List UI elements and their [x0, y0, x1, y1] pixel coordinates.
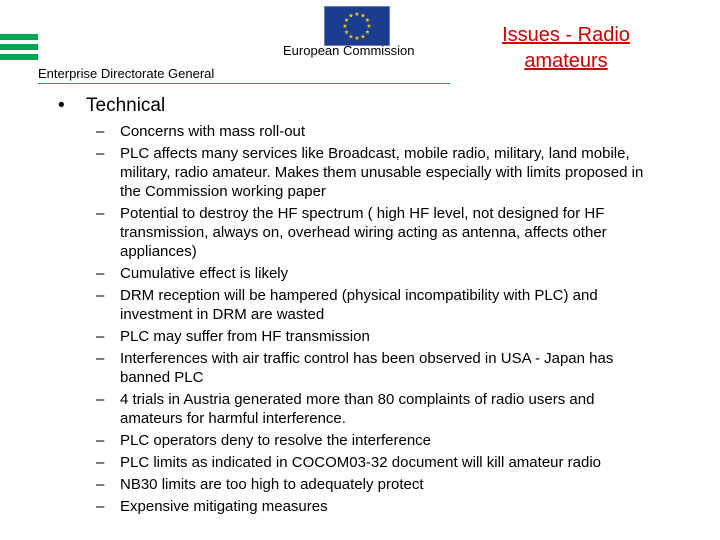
stripe [0, 54, 38, 60]
list-item: – NB30 limits are too high to adequately protect [96, 475, 656, 494]
list-item: – Potential to destroy the HF spectrum ( high HF level, not designed for HF transmission, always on, overhead wiring acting as antenna, affects other appliances) [96, 204, 656, 261]
list-item: – Cumulative effect is likely [96, 264, 656, 283]
star-icon: ★ [364, 30, 371, 36]
issue-list [96, 122, 656, 519]
list-item: – PLC operators deny to resolve the interference [96, 431, 656, 450]
star-icon: ★ [343, 30, 350, 36]
organization-name: European Commission [283, 43, 415, 58]
star-icon: ★ [348, 34, 354, 41]
star-icon: ★ [360, 34, 366, 41]
eu-flag-icon [324, 6, 390, 46]
list-item: – PLC limits as indicated in COCOM03-32 document will kill amateur radio [96, 453, 656, 472]
list-item: – 4 trials in Austria generated more than 80 complaints of radio users and amateurs for harmful interference. [96, 390, 656, 428]
bullet-dot: • [58, 95, 65, 116]
star-icon: ★ [343, 18, 350, 24]
list-item: – PLC affects many services like Broadcast, mobile radio, military, land mobile, military, radio amateur. Makes them unusable especially with limits proposed in the Commission working paper [96, 144, 656, 201]
stripe [0, 44, 38, 50]
list-item: – PLC may suffer from HF transmission [96, 327, 656, 346]
star-icon: ★ [360, 13, 366, 20]
star-icon: ★ [342, 24, 348, 30]
star-icon: ★ [354, 36, 360, 42]
list-item: – Concerns with mass roll-out [96, 122, 656, 141]
list-item: – Interferences with air traffic control has been observed in USA - Japan has banned PLC [96, 349, 656, 387]
star-icon: ★ [348, 13, 354, 20]
green-stripes-decoration [0, 34, 38, 64]
star-icon: ★ [364, 18, 371, 24]
star-icon: ★ [366, 24, 372, 30]
star-icon: ★ [354, 12, 360, 18]
section-heading-text: Technical [86, 95, 166, 116]
slide-title: Issues - Radio amateurs [502, 24, 630, 72]
stripe [0, 34, 38, 40]
list-item: – Expensive mitigating measures [96, 497, 656, 516]
header-divider [38, 83, 450, 84]
list-item: – DRM reception will be hampered (physical incompatibility with PLC) and investment in DRM are wasted [96, 286, 656, 324]
section-heading [58, 95, 165, 117]
directorate-name: Enterprise Directorate General [38, 66, 215, 81]
